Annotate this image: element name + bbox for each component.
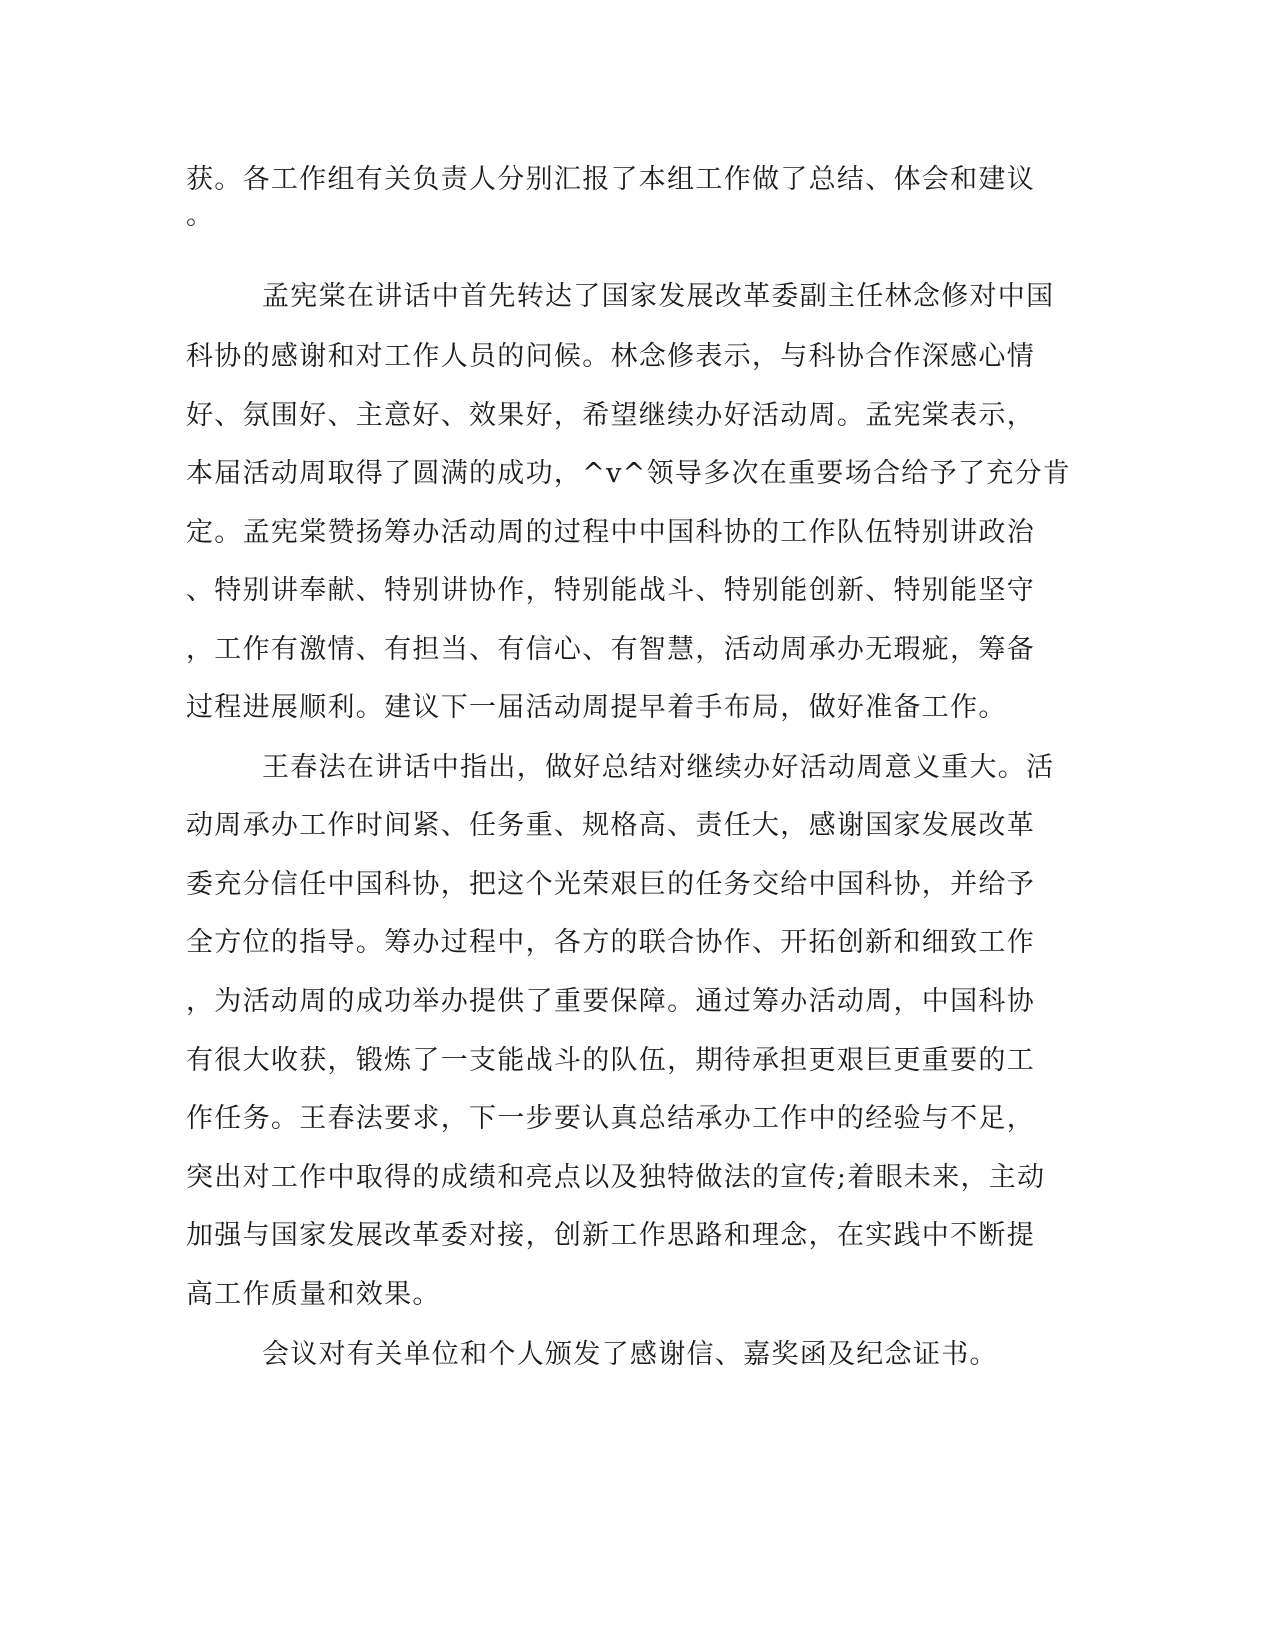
paragraph-3-line-6: 有很大收获，锻炼了一支能战斗的队伍，期待承担更艰巨更重要的工 [186,1045,1035,1076]
paragraph-3-line-1: 王春法在讲话中指出，做好总结对继续办好活动周意义重大。活 [262,752,1055,783]
paragraph-3-line-3: 委充分信任中国科协，把这个光荣艰巨的任务交给中国科协，并给予 [186,869,1035,900]
paragraph-2-line-7: ，工作有激情、有担当、有信心、有智慧，活动周承办无瑕疵，筹备 [186,634,1035,665]
paragraph-4-line-1: 会议对有关单位和个人颁发了感谢信、嘉奖函及纪念证书。 [262,1339,998,1370]
paragraph-1-line-1: 获。各工作组有关负责人分别汇报了本组工作做了总结、体会和建议 [186,164,1035,195]
paragraph-2-line-3: 好、氛围好、主意好、效果好，希望继续办好活动周。孟宪棠表示， [186,400,1035,431]
paragraph-3-line-4: 全方位的指导。筹办过程中，各方的联合协作、开拓创新和细致工作 [186,927,1035,958]
paragraph-2-line-5: 定。孟宪棠赞扬筹办活动周的过程中中国科协的工作队伍特别讲政治 [186,517,1035,548]
paragraph-2-line-6: 、特别讲奉献、特别讲协作，特别能战斗、特别能创新、特别能坚守 [186,575,1035,606]
paragraph-3-line-7: 作任务。王春法要求，下一步要认真总结承办工作中的经验与不足， [186,1103,1035,1134]
paragraph-2-line-1: 孟宪棠在讲话中首先转达了国家发展改革委副主任林念修对中国 [262,281,1055,312]
paragraph-3-line-5: ，为活动周的成功举办提供了重要保障。通过筹办活动周，中国科协 [186,986,1035,1017]
paragraph-1-line-2: 。 [186,200,215,231]
paragraph-2-line-8: 过程进展顺利。建议下一届活动周提早着手布局，做好准备工作。 [186,692,1007,723]
paragraph-2-line-4: 本届活动周取得了圆满的成功，^v^领导多次在重要场合给予了充分肯 [186,458,1072,489]
paragraph-3-line-8: 突出对工作中取得的成绩和亮点以及独特做法的宣传;着眼未来，主动 [186,1162,1046,1193]
paragraph-3-line-9: 加强与国家发展改革委对接，创新工作思路和理念，在实践中不断提 [186,1220,1035,1251]
paragraph-3-line-2: 动周承办工作时间紧、任务重、规格高、责任大，感谢国家发展改革 [186,810,1035,841]
paragraph-3-line-10: 高工作质量和效果。 [186,1279,441,1310]
paragraph-2-line-2: 科协的感谢和对工作人员的问候。林念修表示，与科协合作深感心情 [186,341,1035,372]
